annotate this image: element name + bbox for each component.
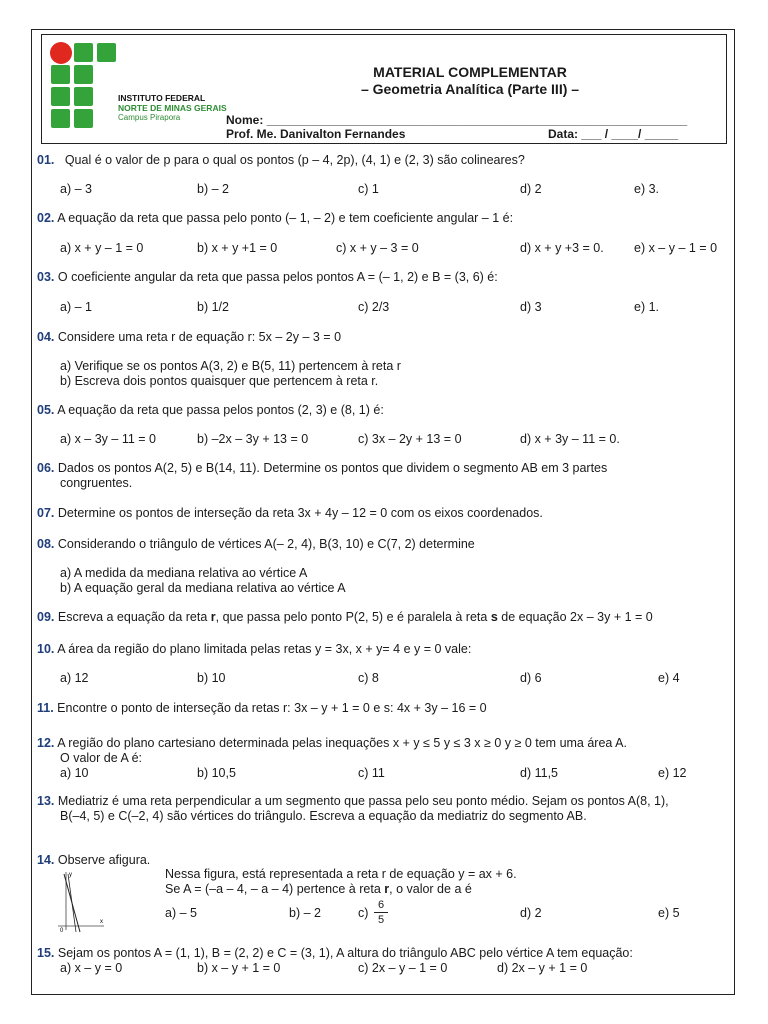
institute-logo xyxy=(50,42,120,112)
logo-square xyxy=(74,43,93,62)
option-c: c) 8 xyxy=(358,671,379,685)
option-e: e) 5 xyxy=(658,906,680,920)
name-field[interactable]: Nome: _______________________________________________________________ xyxy=(226,113,688,127)
option-a: a) 12 xyxy=(60,671,89,685)
question-14-statement-2: Se A = (–a – 4, – a – 4) pertence à reta r, o valor de a é xyxy=(165,882,472,896)
option-e: e) 1. xyxy=(634,300,660,314)
document-title: MATERIAL COMPLEMENTAR xyxy=(373,64,567,80)
option-e: e) 4 xyxy=(658,671,680,685)
line-guide xyxy=(68,874,76,932)
date-field[interactable]: Data: ___ / ____/ _____ xyxy=(548,127,679,141)
question-02: 02. A equação da reta que passa pelo ponto (– 1, – 2) e tem coeficiente angular – 1 é: xyxy=(37,211,514,225)
document-subtitle: – Geometria Analítica (Parte III) – xyxy=(360,81,580,97)
option-a: a) x – 3y – 11 = 0 xyxy=(60,432,157,446)
option-d: d) 6 xyxy=(520,671,542,685)
logo-square xyxy=(74,65,93,84)
option-b: b) x – y + 1 = 0 xyxy=(197,961,281,975)
option-b: b) 10,5 xyxy=(197,766,236,780)
fig-origin-label: 0 xyxy=(60,928,64,934)
question-01: 01. Qual é o valor de p para o qual os pontos (p – 4, 2p), (4, 1) e (2, 3) são colineares? xyxy=(37,153,525,167)
option-a: a) x – y = 0 xyxy=(60,961,123,975)
option-c: c) 1 xyxy=(358,182,379,196)
option-b: b) – 2 xyxy=(197,182,229,196)
option-c: c) 11 xyxy=(358,766,385,780)
question-06-continued: congruentes. xyxy=(60,476,133,490)
option-b: b) 1/2 xyxy=(197,300,229,314)
logo-square xyxy=(74,109,93,128)
logo-square xyxy=(97,43,116,62)
question-04: 04. Considere uma reta r de equação r: 5x – 2y – 3 = 0 xyxy=(37,330,342,344)
question-03: 03. O coeficiente angular da reta que passa pelos pontos A = (– 1, 2) e B = (3, 6) é: xyxy=(37,270,498,284)
question-13-continued: B(–4, 5) e C(–2, 4) são vértices do triângulo. Escreva a equação da mediatriz do segmento AB. xyxy=(60,809,587,823)
option-d: d) x + y +3 = 0. xyxy=(520,241,604,255)
question-12-continued: O valor de A é: xyxy=(60,751,142,765)
item-a: a) Verifique se os pontos A(3, 2) e B(5, 11) pertencem à reta r xyxy=(60,359,401,373)
logo-square xyxy=(74,87,93,106)
item-b: b) A equação geral da mediana relativa ao vértice A xyxy=(60,581,346,595)
question-06: 06. Dados os pontos A(2, 5) e B(14, 11). Determine os pontos que dividem o segmento AB em 3 partes xyxy=(37,461,608,475)
option-e: e) 12 xyxy=(658,766,687,780)
question-08: 08. Considerando o triângulo de vértices A(– 2, 4), B(3, 10) e C(7, 2) determine xyxy=(37,537,475,551)
option-d: d) x + 3y – 11 = 0. xyxy=(520,432,620,446)
option-d: d) 2 xyxy=(520,182,542,196)
institution-name: INSTITUTO FEDERAL NORTE DE MINAS GERAIS Campus Pirapora xyxy=(118,93,227,122)
option-c-fraction: 6 5 xyxy=(374,899,388,926)
logo-square xyxy=(51,65,70,84)
question-07: 07. Determine os pontos de interseção da reta 3x + 4y – 12 = 0 com os eixos coordenados. xyxy=(37,506,543,520)
option-a: a) – 1 xyxy=(60,300,92,314)
option-b: b) x + y +1 = 0 xyxy=(197,241,278,255)
option-a: a) 10 xyxy=(60,766,89,780)
option-b: b) 10 xyxy=(197,671,226,685)
option-d: d) 11,5 xyxy=(520,766,558,780)
option-c: c) 2/3 xyxy=(358,300,390,314)
fig-x-label: x xyxy=(100,919,103,925)
question-14-statement: Nessa figura, está representada a reta r de equação y = ax + 6. xyxy=(165,867,517,881)
option-c: c) 3x – 2y + 13 = 0 xyxy=(358,432,462,446)
question-10: 10. A área da região do plano limitada pelas retas y = 3x, x + y= 4 e y = 0 vale: xyxy=(37,642,472,656)
line-figure xyxy=(56,868,106,934)
option-e: e) x – y – 1 = 0 xyxy=(634,241,718,255)
option-e: e) 3. xyxy=(634,182,660,196)
question-09: 09. Escreva a equação da reta r, que passa pelo ponto P(2, 5) e é paralela à reta s de equação 2x – 3y + 1 = 0 xyxy=(37,610,653,624)
option-c: c) 2x – y – 1 = 0 xyxy=(358,961,448,975)
option-d: d) 3 xyxy=(520,300,542,314)
item-a: a) A medida da mediana relativa ao vértice A xyxy=(60,566,308,580)
option-c: c) xyxy=(358,906,369,920)
logo-square xyxy=(51,87,70,106)
fig-y-label: y xyxy=(69,872,72,878)
item-b: b) Escreva dois pontos quaisquer que pertencem à reta r. xyxy=(60,374,379,388)
question-11: 11. Encontre o ponto de interseção da retas r: 3x – y + 1 = 0 e s: 4x + 3y – 16 = 0 xyxy=(37,701,487,715)
option-a: a) – 3 xyxy=(60,182,92,196)
teacher-name: Prof. Me. Danivalton Fernandes xyxy=(226,127,406,141)
option-d: d) 2x – y + 1 = 0 xyxy=(497,961,588,975)
question-14: 14. Observe afigura. xyxy=(37,853,151,867)
logo-square xyxy=(51,109,70,128)
option-b: b) –2x – 3y + 13 = 0 xyxy=(197,432,309,446)
option-b: b) – 2 xyxy=(289,906,321,920)
option-d: d) 2 xyxy=(520,906,542,920)
option-a: a) – 5 xyxy=(165,906,197,920)
question-13: 13. Mediatriz é uma reta perpendicular a um segmento que passa pelo seu ponto médio. Sejam os pontos A(8, 1), xyxy=(37,794,669,808)
question-05: 05. A equação da reta que passa pelos pontos (2, 3) e (8, 1) é: xyxy=(37,403,384,417)
option-c: c) x + y – 3 = 0 xyxy=(336,241,419,255)
question-12: 12. A região do plano cartesiano determinada pelas inequações x + y ≤ 5 y ≤ 3 x ≥ 0 y ≥ 0 tem uma área A. xyxy=(37,736,627,750)
question-15: 15. Sejam os pontos A = (1, 1), B = (2, 2) e C = (3, 1), A altura do triângulo ABC pelo vértice A tem equação: xyxy=(37,946,633,960)
logo-red-dot xyxy=(50,42,72,64)
option-a: a) x + y – 1 = 0 xyxy=(60,241,144,255)
